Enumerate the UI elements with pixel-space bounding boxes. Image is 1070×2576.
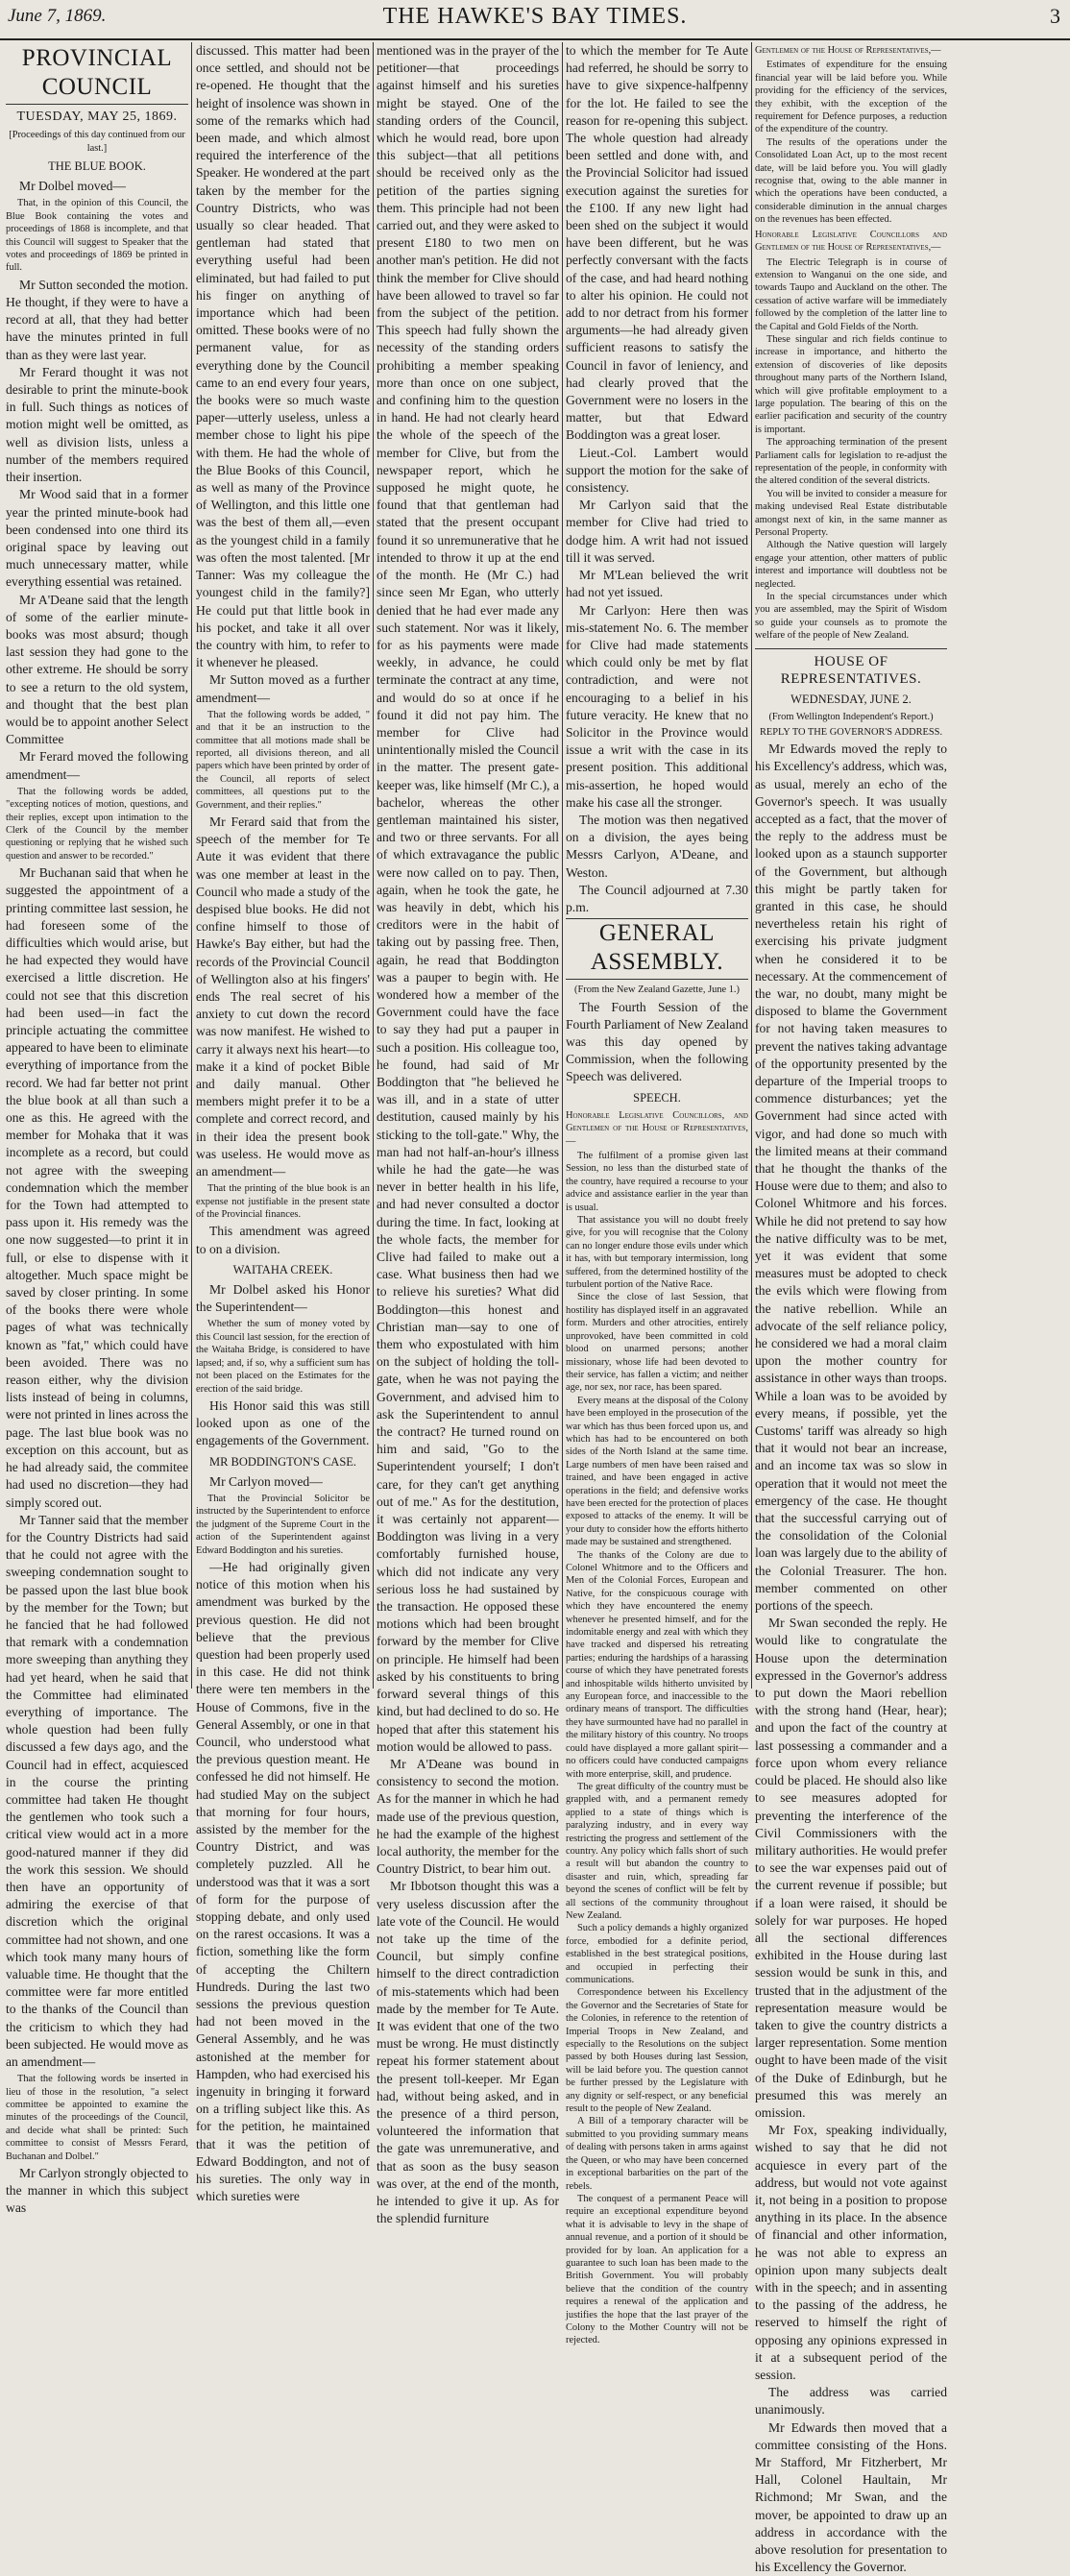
section-intro: (From Wellington Independent's Report.): [768, 712, 934, 723]
motion-text: [6, 786, 188, 863]
paragraph: Although the Native question will largely engage your attention, other matters of public interest and importance will doubtless not be neglected.: [755, 540, 947, 590]
paragraph: —He had originally given notice of this motion when his amendment was burked by the previous question. He did not believe that the previous question had been properly used in this case. He did not think there were ten members in the House of Commons, five in the General Assembly, or one in that Council, who understood what the previous question meant. He confessed he did not himself. He had studied May on the subject that morning for four hours, assisted by the member for the Country District, and was completely puzzled. All he understood was that it was a sort of form for the purpose of stopping debate, and only used on the rarest occasions. It was a fiction, something like the form of accepting the Chiltern Hundreds. During the last two sessions the previous question had not been moved in the General Assembly, and he was astonished at the member for Hampden, who had exercised his ingenuity in bringing it forward on a trifling subject like this. As for the petition, he maintained that it was the petition of Edward Boddington, and not of his sureties. The only way in which sureties were: [196, 1559, 370, 2204]
paragraph: That the printing of the blue book is an expense not justifiable in the present state of the Provincial finances.: [196, 1183, 370, 1221]
speech-address: Honorable Legislative Councillors, and Gentlemen of the House of Representatives,—: [566, 1109, 748, 1147]
motion-text: [196, 1493, 370, 1557]
article-subheading: THE BLUE BOOK.: [48, 159, 146, 174]
speech-text: [755, 59, 947, 226]
section-heading: PROVINCIAL COUNCIL: [6, 44, 188, 105]
paragraph: Mr Swan seconded the reply. He would like to congratulate the House upon the determination expressed in the Governor's address to put down the Maori rebellion with the strong hand (Hear, hear); and upon the fact of the country at last possessing a commander and a force upon whom every reliance could be placed. He should also like to see measures adopted for preventing the interference of the Civil Commissioners with the military authorities. He would prefer to see the war expenses paid out of the current revenue if possible; but if a loan were raised, it should be solely for war purposes. He hoped all the sectional differences exhibited in the House during last session would be sunk in this, and trusted that in the adjustment of the representation measure would be taken to give the country districts a larger representation. Some mention ought to have been made of the visit of the Duke of Edinburgh, but he presumed this was merely an omission.: [755, 1616, 947, 2120]
speech-address: Honorable Legislative Councillors and Gentlemen of the House of Representatives,—: [755, 229, 947, 254]
paragraph: The great difficulty of the country must be grappled with, and a permanent remedy applied to a state of things which is paralyzing industry, and in every way restricting the progress and settlement of the country. Any policy which falls short of such a result will but abandon the country to disaster and ruin, which, spreading far beyond the scenes of conflict will be felt by all sections of the community throughout New Zealand.: [566, 1781, 748, 1921]
paragraph: Mr Dolbel asked his Honor the Superintendent—: [196, 1282, 370, 1315]
section-heading: HOUSE OF REPRESENTATIVES.: [780, 653, 922, 687]
column-rule: [562, 42, 563, 1689]
paragraph: Mr Tanner said that the member for the Country Districts had said that he could not agree with the sweeping condemnation sought to be passed upon the last blue book by the member for the Town; but he fancied that he had followed that remark with a condemnation more sweeping than anything they had yet heard, when he said that the Committee had eliminated everything of importance. The whole question had been fully discussed a few days ago, and the Council had in effect, acquiesced in the course the printing committee had taken He thought the gentlemen who took such a critical view would act in a more good-natured manner if they did the work this session. We should then have an opportunity of admiring the exercise of that discretion which the original committee had not shown, and one which took many many hours of valuable time. He thought that the committee were far more entitled to the thanks of the Council than the criticism to which they had been subjected. He would move as an amendment—: [6, 1512, 188, 2069]
paragraph: Such a policy demands a highly organized force, embodied for a definite period, established in the best strategical positions, and occupied in perfecting their communications.: [566, 1923, 748, 1985]
motion-text: [6, 197, 188, 274]
paragraph: The results of the operations under the Consolidated Loan Act, up to the most recent date, will be laid before you. You will gladly recognise that, owing to the able manner in which the operations have been conducted, a considerable diminution in the annual charges on the revenues has been effected.: [755, 136, 947, 226]
column-rule: [191, 42, 192, 1689]
paragraph: That the following words be added, " and that it be an instruction to the committee that all motions made shall be reported, all divisions thereon, and all papers which have been printed by order of the Council, all reports of select committees, all questions put to the Government, and their replies.": [196, 709, 370, 811]
paragraph: Mr M'Lean believed the writ had not yet issued.: [566, 568, 748, 600]
column-5: [755, 42, 947, 2575]
paragraph: The Fourth Session of the Fourth Parliament of New Zealand was this day opened by Commission, when the following Speech was delivered.: [566, 999, 748, 1084]
speech-text: [566, 1150, 748, 2347]
paragraph: Mr Dolbel moved—: [19, 179, 127, 194]
paragraph: Mr Fox, speaking individually, wished to say that he did not acquiesce in every part of the address, but would not vote against it, not being in a position to propose anything in its place. In the absence of financial and other information, he was not able to express an opinion upon many subjects dealt with in the speech; and in assenting to the passing of the address, he reserved to himself the right of opposing any opinions expressed in it at a subsequent period of the session.: [755, 2123, 947, 2382]
column-2: [196, 42, 370, 2204]
paragraph: That the Provincial Solicitor be instructed by the Superintendent to enforce the judgment of the Supreme Court in the action of the Superintendent against Edward Boddington and his sureties.: [196, 1493, 370, 1556]
paragraph: Mr Edwards moved the reply to his Excellency's address, which was, as usual, merely an echo of the Governor's speech. It was usually accepted as a fact, that the mover of the reply to the address must be looked upon as a staunch supporter of the Government, but although this might be partly taken for granted in this case, he should nevertheless retain his right of exercising his private judgment when he considered it to be necessary. At the commencement of the war, no doubt, many might be disposed to blame the Government for not having taken measures to prevent the natives taking advantage of the opportunity presented by the departure of the Imperial troops to commence disturbances; yet the Government had since acted with vigor, and had done so much with the limited means at their command that he thought the thanks of the House were due to them; and also to Colonel Whitmore and his forces. While he did not pretend to say how the native difficulty was to be met, yet it was evident that some measures must be adopted to check the evils which were flowing from the native rebellion. While an advocate of the self reliance policy, he considered we had a moral claim upon the mother country for assistance in other ways than troops. While a loan was to be avoided by every means, if possible, yet the Customs' tariff was already so high that it would not bear an increase, and an income tax was so slow in operation that it would not meet the emergency of the case. He thought that the successful carrying out of the consolidation of the Colonial loan was largely due to the ability of the Colonial Treasurer. The hon. member commented on other portions of the speech.: [755, 741, 947, 1614]
section-heading: GENERAL ASSEMBLY.: [566, 918, 748, 980]
article-subheading: MR BODDINGTON'S CASE.: [208, 1454, 357, 1469]
paragraph: Mr Sutton seconded the motion. He thought, if they were to have a record at all, that they had better have the minutes printed in full than as they were last year.: [6, 277, 188, 362]
article-subheading: SPEECH.: [633, 1090, 681, 1105]
paragraph: Mr Sutton moved as a further amendment—: [196, 672, 370, 705]
paragraph: Mr Buchanan said that when he suggested the appointment of a printing committee last session, he had foreseen some of the difficulties which would arise, but he had expected they would have exercised a little discretion. He could not see that this discretion had been used—in fact the principle actuating the committee appeared to have been to eliminate everything of importance from the record. We had far better not print the blue book at all than such a one as this. He agreed with the member for Mohaka that it was incomplete as a record, but could not agree with the sweeping condemnation which the member for the Town had attempted to pass upon it. His remedy was the one now suggested—to print it in full, or else to dispense with it altogether. Much space might be saved by closer printing. In some of the books there were whole pages of what was technically known as "fat," which could have been avoided. There was no reason either, why the division lists instead of being in columns, were not printed in lines across the page. The last blue book was no exception on this account, but as he had already said, the commitee had used no discretion—they had simply scored out.: [6, 865, 188, 1510]
paragraph: Mr Carlyon moved—: [209, 1473, 323, 1489]
paragraph: This amendment was agreed to on a division.: [196, 1224, 370, 1256]
section-date: TUESDAY, MAY 25, 1869.: [16, 109, 178, 124]
paragraph: Mr Edwards then moved that a committee consisting of the Hons. Mr Stafford, Mr Fitzherbert, Mr Hall, Colonel Haultain, Mr Richmond; Mr Swan, and the mover, be appointed to draw up an address in accordance with the above resolution for presentation to his Excellency the Governor.: [755, 2419, 947, 2575]
motion-text: [196, 1182, 370, 1221]
paragraph: Whether the sum of money voted by this Council last session, for the erection of the Waitaha Bridge, is considered to have lapsed; and, if so, why a sufficient sum has not been placed on the Estimates for the erection of the said bridge.: [196, 1319, 370, 1395]
column-rule: [751, 42, 752, 1689]
issue-date: June 7, 1869.: [8, 6, 107, 26]
paragraph: You will be invited to consider a measure for making undevised Real Estate distributable amongst next of kin, in the same manner as Personal Property.: [755, 488, 947, 539]
paragraph: Mr A'Deane was bound in consistency to second the motion. As for the manner in which he had made use of the previous question, he had the example of the highest local authority, the member for the Country District, to bear him out.: [377, 1756, 559, 1877]
paragraph: These singular and rich fields continue to increase in importance, and hitherto the extension of discoveries of like deposits throughout many parts of the Northern Island, which will give profitable employment to a large population. The bearing of this on the earlier pacification and security of the country is important.: [755, 333, 947, 435]
paragraph: Mr Ferard moved the following amendment—: [6, 749, 188, 782]
paragraph: The Council adjourned at 7.30 p.m.: [566, 882, 748, 914]
paragraph: mentioned was in the prayer of the petitioner—that proceedings against himself and his sureties might be stayed. One of the standing orders of the Council, which he would read, bore upon this subject—that all petitions should be received only as the petition of the parties signing them. This principle had not been carried out, and they were asked to present £180 to two men on another man's petition. He did not think the member for Clive should have been allowed to travel so far from the subject of the petition. This speech had fully shown the necessity of the standing orders prohibiting a member speaking more than once on one subject, and confining him to the question in hand. He had not clearly heard the whole of the speech of the member for Clive, but from the newspaper report, which he supposed he might quote, he found that that gentleman had stated that the present occupant found it so unremunerative that he intended to throw it up at the end of the month. He (Mr C.) had since seen Mr Egan, who utterly denied that he had ever made any such statement. Nor was it likely, for as his payments were made weekly, in advance, he could terminate the contract at any time, and would do so at once if he found it did not pay him. The member for Clive had unintentionally misled the Council in the matter. The present gate-keeper was, like himself (Mr C.), a bachelor, whereas the other gentleman maintained his sister, and two or three servants. For all of which extravagance the public were now called on to pay. Then, again, when he took the gate, he was heavily in debt, which his creditors were in the habit of taking out by passing free. Then, again, he read that Boddington was a pauper to begin with. He wondered how a member of the Government could have the face to say they had put a pauper in such a position. His colleague too, he found, had said of Mr Boddington that "he believed he was ill, and in a state of utter destitution, caused mainly by his sticking to the toll-gate." Why, the man had not half-an-hour's illness while he had the gate—he was never in better health in his life, and had never consulted a doctor during the time. In fact, looking at the whole facts, the member for Clive had failed to make out a case. What business then had we to relieve his sureties? What did Boddington—this honest and Christian man—say to one of them who expostulated with him on the subject of holding the toll-gate, when he was not paying the Government, and advised him to ask the Superintendent to annul the contract? He turned round on him and said, "Go to the Superintendent yourself; I don't care, for they can't get anything out of me." As for the destitution, it was certainly not apparent—Boddington was living in a very comfortably furnished house, which did not indicate any very serious loss he had sustained by the transaction. He opposed these motions which had been brought forward by the member for Clive on principle. He himself had been asked by his constituents to bring forward several things of this kind, but had declined to do so. He hoped that after this statement his motion would be allowed to pass.: [377, 43, 559, 1754]
motion-text: [196, 709, 370, 812]
motion-text: [6, 2073, 188, 2163]
column-rule: [373, 42, 374, 1689]
page-number: 3: [1050, 4, 1060, 28]
motion-text: [196, 1318, 370, 1395]
paragraph: to which the member for Te Aute had referred, he should be sorry to have to give sixpence-halfpenny for the lot. He failed to see the reason for re-opening this subject. The whole question had already been settled and done with, and the Provincial Solicitor had issued execution against the sureties for the £100. If any new light had been shed on the subject it would have been different, but he was perfectly conversant with the facts of the case, and had heard nothing to alter his opinion. He could not add to nor detract from his former arguments—he had already given sufficient reasons to satisfy the Council in favor of leniency, and had clearly proved that the Government were no losers in the matter, but that Edward Boddington was a great loser.: [566, 43, 748, 443]
paragraph: discussed. This matter had been once settled, and should not be re-opened. He thought that the height of insolence was shown in some of the remarks which had been made, and which almost required the interference of the Speaker. He wondered at the part taken by the member for the Country Districts, who was usually so clear headed. That gentleman had stated that everything useful had been eliminated, but had failed to put his finger on anything of importance which had been omitted. These books were of no permanent value, for as everything done by the Council came to an end every four years, the books were so much waste paper—utterly useless, unless a member chose to light his pipe with them. He had the whole of the Blue Books of this Council, as well as many of the Province of Wellington, and this little one was the best of them all,—even as the youngest child in a family was often the most talented. [Mr Tanner: Was my colleague the youngest child in the family?] He could put that little book in his pocket, and take it all over the country with him, to refer to it whenever he pleased.: [196, 43, 370, 670]
column-4: [566, 42, 748, 2346]
paragraph: That, in the opinion of this Council, the Blue Book containing the votes and proceedings of 1868 is incomplete, and that this Council will suggest to Speaker that the votes and proceedings of 1869 be printed in full.: [6, 198, 188, 274]
article-subheading: REPLY TO THE GOVERNOR'S ADDRESS.: [759, 726, 943, 738]
paragraph: Correspondence between his Excellency the Governor and the Secretaries of State for the Colonies, in reference to the retention of Imperial Troops in New Zealand, and especially to the Resolutions on the subject passed by both Houses during last Session, will be laid before you. The question cannot be further pressed by the Legislature with any dignity or self-respect, or any beneficial result to the people of New Zealand.: [566, 1987, 748, 2115]
speech-address: Gentlemen of the House of Representatives,—: [755, 45, 941, 56]
paragraph: Mr Carlyon said that the member for Clive had tried to dodge him. A writ had not issued till it was served.: [566, 498, 748, 565]
paragraph: That the following words be added, "excepting notices of motion, questions, and their replies, except upon intimation to the Clerk of the Council by the member questioning or replying that he wished such question and answer to be recorded.": [6, 786, 188, 862]
article-subheading: WAITAHA CREEK.: [232, 1262, 333, 1276]
newspaper-title: THE HAWKE'S BAY TIMES.: [382, 4, 688, 29]
paragraph: Since the close of last Session, that hostility has displayed itself in an aggravated form. Murders and other atrocities, entirely unprovoked, have been committed in cold blood on unarmed persons; another missionary, whose life had been devoted to their service, has fallen a victim; and neither age, nor sex, nor race, has been spared.: [566, 1292, 748, 1394]
paragraph: Mr Ferard thought it was not desirable to print the minute-book in full. Such things as notices of motion might well be omitted, as well as division lists, unless a number of the members required their insertion.: [6, 364, 188, 485]
paragraph: Mr Ibbotson thought this was a very useless discussion after the late vote of the Council. He would not take up the time of the Council, but simply confine himself to the direct contradiction of mis-statements which had been made by the member for Te Aute. It was evident that one of the two must be wrong. He must distinctly repeat his former statement about the present toll-keeper. Mr Egan had, without being asked, and in the presence of a third person, volunteered the information that the gate was unremunerative, and that as soon as the busy season was over, at the end of the month, he intended to give it up. As for the splendid furniture: [377, 1879, 559, 2226]
paragraph: That assistance you will no doubt freely give, for you will recognise that the Colony can no longer endure those evils under which it has, with but temporary intermission, long suffered, from the determined hostility of the turbulent portion of the Native Race.: [566, 1215, 748, 1291]
paragraph: That the following words be inserted in lieu of those in the resolution, "a select committee be appointed to examine the minutes of the proceedings of the Council, and decide what shall be printed: Such committee to consist of Messrs Ferard, Buchanan and Dolbel.": [6, 2074, 188, 2162]
paragraph: The approaching termination of the present Parliament calls for legislation to re-adjust the representation of the people, in conformity with the altered condition of the several districts.: [755, 437, 947, 487]
paragraph: Mr Carlyon: Here then was mis-statement No. 6. The member for Clive had made statements which could only be met by flat contradiction, and were not encouraging to a belief in his future veracity. He knew that no Solicitor in the Province would issue a writ with the case in its present position. This additional mis-assertion, he hoped would make his case all the stronger.: [566, 602, 748, 810]
masthead: [0, 0, 1070, 40]
paragraph: His Honor said this was still looked upon as one of the engagements of the Government.: [196, 1397, 370, 1448]
section-date: WEDNESDAY, JUNE 2.: [790, 693, 912, 707]
paragraph: The Electric Telegraph is in course of extension to Wanganui on the one side, and towards Taupo and Auckland on the other. The cessation of active warfare will be immediately followed by the completion of the latter line to the Capital and Gold Fields of the North.: [755, 256, 947, 332]
column-3: [377, 42, 559, 2226]
paragraph: Mr A'Deane said that the length of some of the earlier minute-books was most absurd; though last session they had gone to the other extreme. He should be sorry to see a return to the old system, and thought that the best plan would be to appoint another Select Committee: [6, 592, 188, 747]
paragraph: Mr Wood said that in a former year the printed minute-book had been condensed into one third its original space by leaving out much unnecessary matter, while everything essential was retained.: [6, 487, 188, 590]
paragraph: Every means at the disposal of the Colony have been employed in the prosecution of the war which has thus been forced upon us, and which has had to be encountered on both sides of the North Island at the same time. Large numbers of men have been raised and trained, and have been engaged in active operations in the field; and defensive works have been erected for the protection of places exposed to attacks of the enemy. It will be your duty to consider how the efforts hitherto made may be sustained and strengthened.: [566, 1395, 748, 1548]
section-intro: [Proceedings of this day continued from our last.]: [9, 130, 185, 154]
section-intro: (From the New Zealand Gazette, June 1.): [574, 984, 740, 996]
column-1: [6, 42, 188, 2216]
paragraph: Lieut.-Col. Lambert would support the motion for the sake of consistency.: [566, 445, 748, 496]
paragraph: In the special circumstances under which you are assembled, may the Spirit of Wisdom so guide your counsels as to promote the welfare of the people of New Zealand.: [755, 592, 947, 642]
paragraph: Mr Ferard said that from the speech of the member for Te Aute it was evident that there was one member at least in the Council who made a study of the despised blue books. He did not confine himself to those of Hawke's Bay either, but had the records of the Provincial Council of Wellington also at his fingers' ends The real secret of his anxiety to cut down the record was now manifest. He wished to carry it always next his heart—to make it a kind of pocket Bible and daily manual. Other members might prefer it to be a complete and correct record, and in their idea the present book was useless. He would move as an amendment—: [196, 814, 370, 1179]
section-divider: [755, 648, 947, 649]
paragraph: The fulfilment of a promise given last Session, no less than the disturbed state of the country, have required a recourse to your advice and assistance earlier in the year than is usual.: [566, 1151, 748, 1213]
paragraph: The address was carried unanimously.: [755, 2385, 947, 2418]
paragraph: Mr Carlyon strongly objected to the manner in which this subject was: [6, 2166, 188, 2216]
paragraph: The conquest of a permanent Peace will require an exceptional expenditure beyond what it is advisable to levy in the shape of annual revenue, and a portion of it should be provided for by loan. An application for a guarantee to such loan has been made to the British Government. You will probably believe that the condition of the country requires a renewal of the application and justifies the hope that the last prayer of the Colony to the Mother Country will not be rejected.: [566, 2193, 748, 2346]
paragraph: Estimates of expenditure for the ensuing financial year will be laid before you. While providing for the efficiency of the services, they exhibit, with the exception of the requirement for Defence purposes, a reduction of the expenditure of the country.: [755, 60, 947, 135]
paragraph: A Bill of a temporary character will be submitted to you providing summary means of dealing with persons taken in arms against the Queen, or who may have been concerned in exceptional barbarities on the part of the rebels.: [566, 2116, 748, 2192]
paragraph: The thanks of the Colony are due to Colonel Whitmore and to the Officers and Men of the Colonial Forces, European and Native, for the conspicuous courage with which they have encountered the enemy whenever he presented himself, and for the indomitable energy and zeal with which they have tracked and dispersed his retreating parties; enduring the hardships of a harassing course of which they have penetrated forests and inhospitable wilds hitherto unvisited by any European force, and inaccessible to the ordinary means of transport. The difficulties they have surmounted have had no parallel in the military history of this country. No troops could have displayed a more gallant spirit—no officers could have conducted campaigns with more enterprise, skill, and prudence.: [566, 1549, 748, 1780]
speech-text: [755, 256, 947, 643]
paragraph: The motion was then negatived on a division, the ayes being Messrs Carlyon, A'Deane, and Weston.: [566, 812, 748, 880]
